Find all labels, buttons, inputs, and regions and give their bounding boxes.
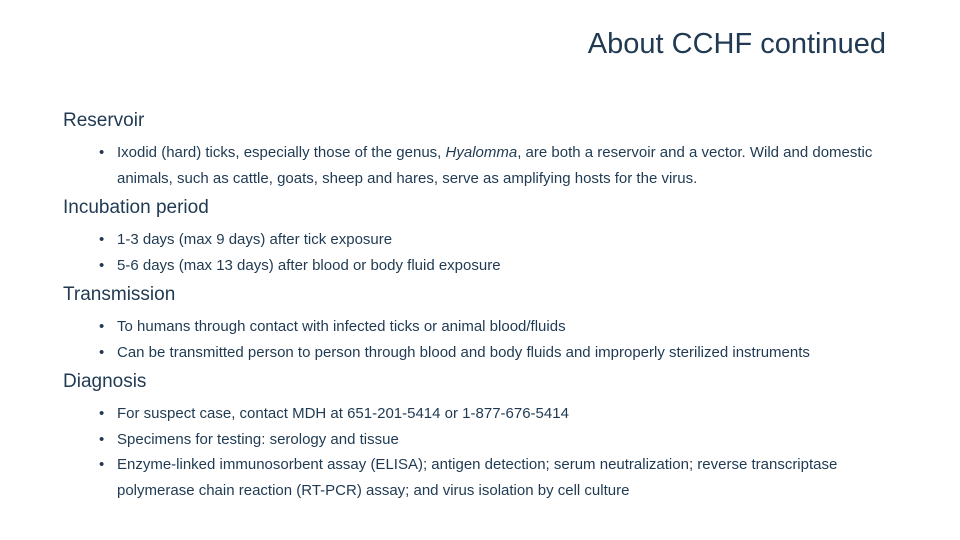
- slide-title: About CCHF continued: [587, 28, 886, 60]
- bullet-icon: •: [99, 456, 105, 473]
- bullet-text: Can be transmitted person to person through blood and body fluids and improperly sterilized instruments: [117, 343, 810, 361]
- bullet-icon: •: [99, 256, 105, 274]
- bullet-icon: •: [99, 318, 105, 335]
- section-diagnosis: [63, 369, 903, 503]
- bullet-text: To humans through contact with infected ticks or animal blood/fluids: [117, 318, 566, 335]
- section-heading: Diagnosis: [63, 371, 147, 392]
- bullet-text-emphasis: Hyalomma: [445, 144, 518, 161]
- bullet-item: [63, 340, 903, 366]
- bullet-item: [63, 452, 903, 503]
- bullet-item: [63, 314, 903, 340]
- section-heading: Transmission: [63, 284, 176, 305]
- bullet-list: [63, 314, 903, 365]
- bullet-icon: •: [99, 231, 105, 248]
- section-incubation-period: [63, 195, 903, 278]
- section-transmission: [63, 282, 903, 365]
- bullet-text: For suspect case, contact MDH at 651-201-5414 or 1-877-676-5414: [117, 405, 569, 422]
- bullet-item: [63, 253, 903, 279]
- section-heading: Incubation period: [63, 197, 209, 218]
- bullet-icon: •: [99, 405, 105, 422]
- bullet-item: [63, 140, 903, 191]
- bullet-list: [63, 140, 903, 191]
- section-heading: Reservoir: [63, 110, 145, 131]
- bullet-item: [63, 401, 903, 427]
- bullet-text: 5-6 days (max 13 days) after blood or body fluid exposure: [117, 256, 501, 274]
- bullet-list: [63, 401, 903, 503]
- bullet-text-before: Ixodid (hard) ticks, especially those of the genus,: [117, 144, 446, 161]
- bullet-list: [63, 227, 903, 278]
- bullet-text-after: , are both a reservoir and a vector. Wild and domestic animals, such as cattle, goats, sheep and hares, serve as amplifying hosts for the virus.: [117, 144, 873, 187]
- bullet-icon: •: [99, 430, 105, 448]
- bullet-text: Enzyme-linked immunosorbent assay (ELISA); antigen detection; serum neutralization; reverse transcriptase polymerase chain reaction (RT-PCR) assay; and virus isolation by cell culture: [117, 456, 838, 499]
- section-reservoir: [63, 108, 903, 191]
- bullet-text: Specimens for testing: serology and tissue: [117, 430, 399, 448]
- bullet-item: [63, 427, 903, 453]
- slide-content: [63, 108, 903, 507]
- bullet-icon: •: [99, 343, 105, 361]
- bullet-item: [63, 227, 903, 253]
- bullet-icon: •: [99, 144, 105, 161]
- bullet-text: 1-3 days (max 9 days) after tick exposure: [117, 231, 393, 248]
